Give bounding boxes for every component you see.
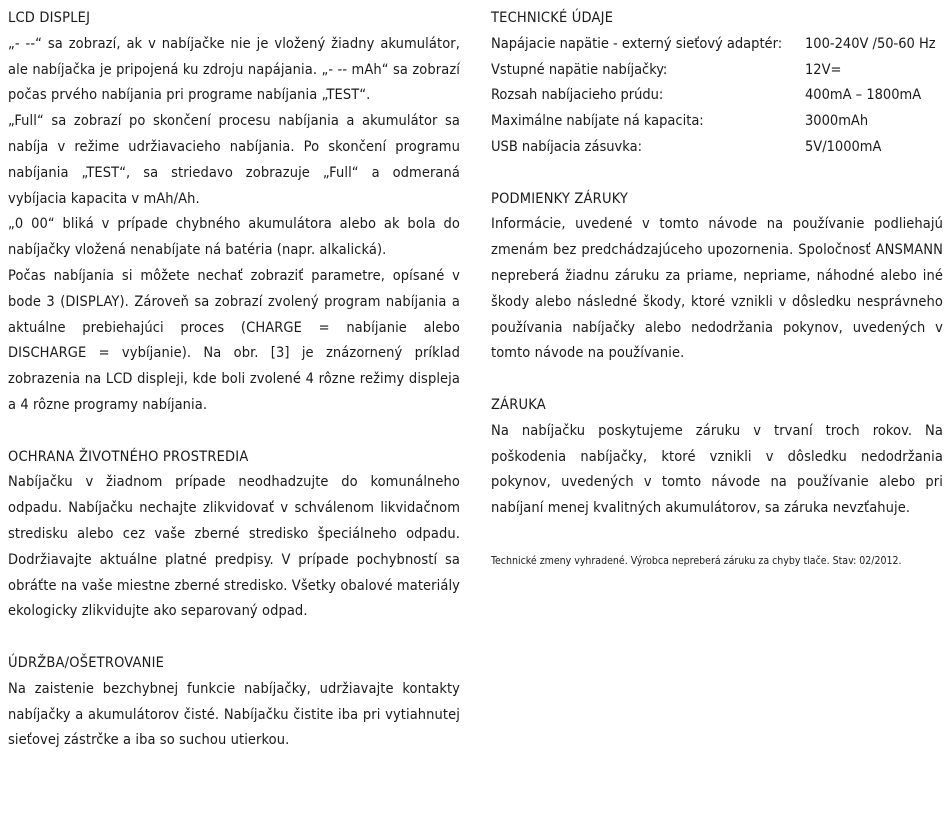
lcd-paragraph: „Full“ sa zobrazí po skončení procesu nabíjania a akumulátor sa nabíja v režime udržiavacieho nabíjania. Po skončení programu nabíjania „TEST“, sa striedavo zobrazuje „Full“ a odmeraná vybíjacia kapacita v mAh/Ah. <box>8 113 460 207</box>
footnote: Technické zmeny vyhradené. Výrobca nepreberá záruku za chyby tlače. Stav: 02/2012. <box>491 554 902 567</box>
spec-value: 400mA – 1800mA <box>805 87 922 104</box>
spec-label: USB nabíjacia zásuvka: <box>491 138 642 155</box>
environment-paragraph: Nabíjačku v žiadnom prípade neodhadzujte do komunálneho odpadu. Nabíjačku nechajte zlikvidovať v schválenom likvidačnom stredisku alebo cez vaše zberné stredisko špeciálneho odpadu. Dodržiavajte aktuálne platné predpisy. V prípade pochybností sa obráťte na vaše miestne zberné stredisko. Všetky obalové materiály ekologicky zlikvidujte ako separovaný odpad. <box>8 474 460 620</box>
warranty-conditions-heading: PODMIENKY ZÁRUKY <box>491 190 629 207</box>
technical-data-table <box>491 32 936 161</box>
spec-value: 5V/1000mA <box>805 138 882 155</box>
table-row <box>491 135 936 161</box>
maintenance-heading: ÚDRŽBA/OŠETROVANIE <box>8 654 165 671</box>
spec-label: Rozsah nabíjacieho prúdu: <box>491 87 664 104</box>
lcd-display-heading: LCD DISPLEJ <box>8 10 91 26</box>
lcd-paragraph: Počas nabíjania si môžete nechať zobraziť parametre, opísané v bode 3 (DISPLAY). Zároveň sa zobrazí zvolený program nabíjania a aktuálne prebiehajúci proces (CHARGE = nabíjanie alebo DISCHARGE = vybíjanie). Na obr. [3] je znázornený príklad zobrazenia na LCD displeji, kde boli zvolené 4 rôzne režimy displeja a 4 rôzne programy nabíjania. <box>8 267 460 413</box>
spec-value: 3000mAh <box>805 113 869 130</box>
spec-label: Napájacie napätie - externý sieťový adaptér: <box>491 35 783 52</box>
spec-label: Vstupné napätie nabíjačky: <box>491 61 668 78</box>
environment-heading: OCHRANA ŽIVOTNÉHO PROSTREDIA <box>8 448 249 465</box>
table-row <box>491 32 936 58</box>
warranty-heading: ZÁRUKA <box>491 396 546 413</box>
right-column <box>491 6 943 568</box>
lcd-paragraph: „- --“ sa zobrazí, ak v nabíjačke nie je vložený žiadny akumulátor, ale nabíjačka je pripojená ku zdroju napájania. „- -- mAh“ sa zobrazí počas prvého nabíjania pri programe nabíjania „TEST“. <box>8 35 460 104</box>
table-row <box>491 58 936 84</box>
warranty-conditions-paragraph: Informácie, uvedené v tomto návode na používanie podliehajú zmenám bez predchádzajúceho upozornenia. Spoločnosť ANSMANN nepreberá žiadnu záruku za priame, nepriame, náhodné alebo iné škody alebo následné škody, ktoré vznikli v dôsledku nesprávneho používania nabíjačky alebo nedodržania pokynov, uvedených v tomto návode na používanie. <box>491 216 943 362</box>
warranty-paragraph: Na nabíjačku poskytujeme záruku v trvaní troch rokov. Na poškodenia nabíjačky, ktoré vznikli v dôsledku nedodržania pokynov, uvedených v tomto návode na používanie alebo pri nabíjaní menej kvalitných akumulátorov, sa záruka nevzťahuje. <box>491 422 943 517</box>
maintenance-paragraph: Na zaistenie bezchybnej funkcie nabíjačky, udržiavajte kontakty nabíjačky a akumulátorov čisté. Nabíjačku čistite iba pri vytiahnutej sieťovej zástrčke a iba so suchou utierkou. <box>8 680 460 749</box>
lcd-paragraph: „0 00“ bliká v prípade chybného akumulátora alebo ak bola do nabíjačky vložená nenabíjate ná batéria (napr. alkalická). <box>8 216 460 259</box>
spec-label: Maximálne nabíjate ná kapacita: <box>491 113 704 130</box>
spec-value: 100-240V /50-60 Hz <box>805 35 936 52</box>
table-row <box>491 83 936 109</box>
left-column <box>8 6 460 754</box>
spec-value: 12V= <box>805 61 842 78</box>
technical-data-heading: TECHNICKÉ ÚDAJE <box>491 10 614 26</box>
table-row <box>491 109 936 135</box>
